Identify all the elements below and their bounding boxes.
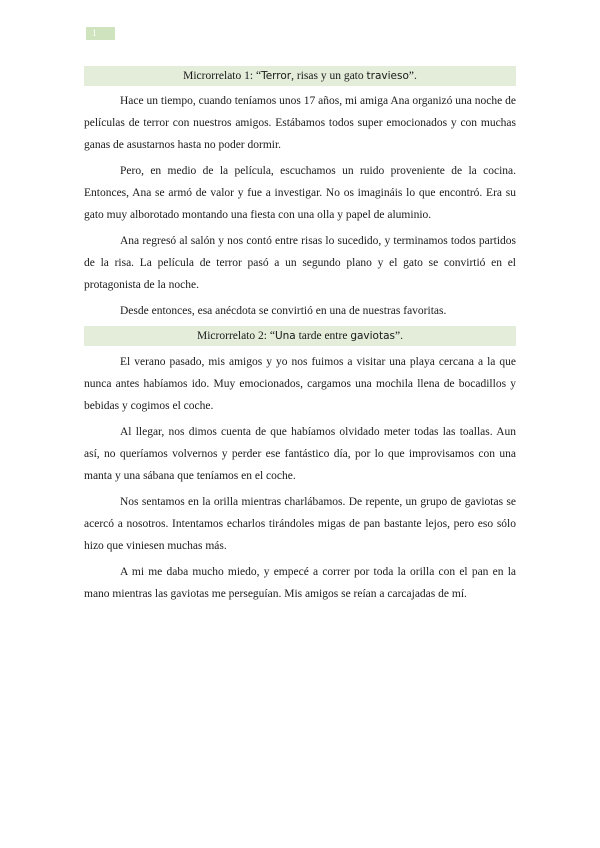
heading-1-mid: , risas y un gato: [291, 70, 367, 82]
document-body: [84, 66, 516, 605]
heading-1-word-1: Terror: [261, 70, 292, 82]
paragraph: Al llegar, nos dimos cuenta de que habíamos olvidado meter todas las toallas. Aun así, no queríamos volvernos y perder ese fantástico día, por lo que improvisamos con una manta y una sábana que teníamos en el coche.: [84, 426, 516, 482]
paragraph: El verano pasado, mis amigos y yo nos fuimos a visitar una playa cercana a la que nunca antes habíamos ido. Muy emocionados, cargamos una mochila llena de bocadillos y bebidas y cogimos el coche.: [84, 356, 516, 412]
heading-1-word-2: travieso: [366, 70, 409, 82]
heading-1-prefix: Microrrelato 1: “: [183, 70, 262, 82]
section-heading-2: [84, 326, 516, 346]
paragraph: Pero, en medio de la película, escuchamos un ruido proveniente de la cocina. Entonces, Ana se armó de valor y fue a investigar. No os imagináis lo que encontró. Era su gato muy alborotado montando una fiesta con una olla y papel de aluminio.: [84, 165, 516, 221]
page-number: 1: [86, 27, 115, 40]
heading-2-mid: tarde entre: [295, 330, 351, 342]
heading-2-word-2: gaviotas: [350, 330, 395, 342]
heading-2-prefix: Microrrelato 2: “: [197, 330, 275, 342]
paragraph: Desde entonces, esa anécdota se convirtió en una de nuestras favoritas.: [120, 305, 447, 317]
paragraph: Ana regresó al salón y nos contó entre risas lo sucedido, y terminamos todos partidos de la risa. La película de terror pasó a un segundo plano y el gato se convirtió en el protagonista de la noche.: [84, 235, 516, 291]
section-heading-1: [84, 66, 516, 86]
paragraph: Nos sentamos en la orilla mientras charlábamos. De repente, un grupo de gaviotas se acercó a nosotros. Intentamos echarlos tirándoles migas de pan bastante lejos, pero eso sólo hizo que viniesen muchas más.: [84, 496, 516, 552]
heading-1-suffix: ”.: [408, 70, 417, 82]
heading-2-word-1: Una: [274, 330, 296, 342]
paragraph: A mi me daba mucho miedo, y empecé a correr por toda la orilla con el pan en la mano mientras las gaviotas me perseguían. Mis amigos se reían a carcajadas de mí.: [84, 566, 516, 600]
paragraph: Hace un tiempo, cuando teníamos unos 17 años, mi amiga Ana organizó una noche de películas de terror con nuestros amigos. Estábamos todos super emocionados y con muchas ganas de asustarnos hasta no poder dormir.: [84, 95, 516, 151]
heading-2-suffix: ”.: [395, 330, 403, 342]
